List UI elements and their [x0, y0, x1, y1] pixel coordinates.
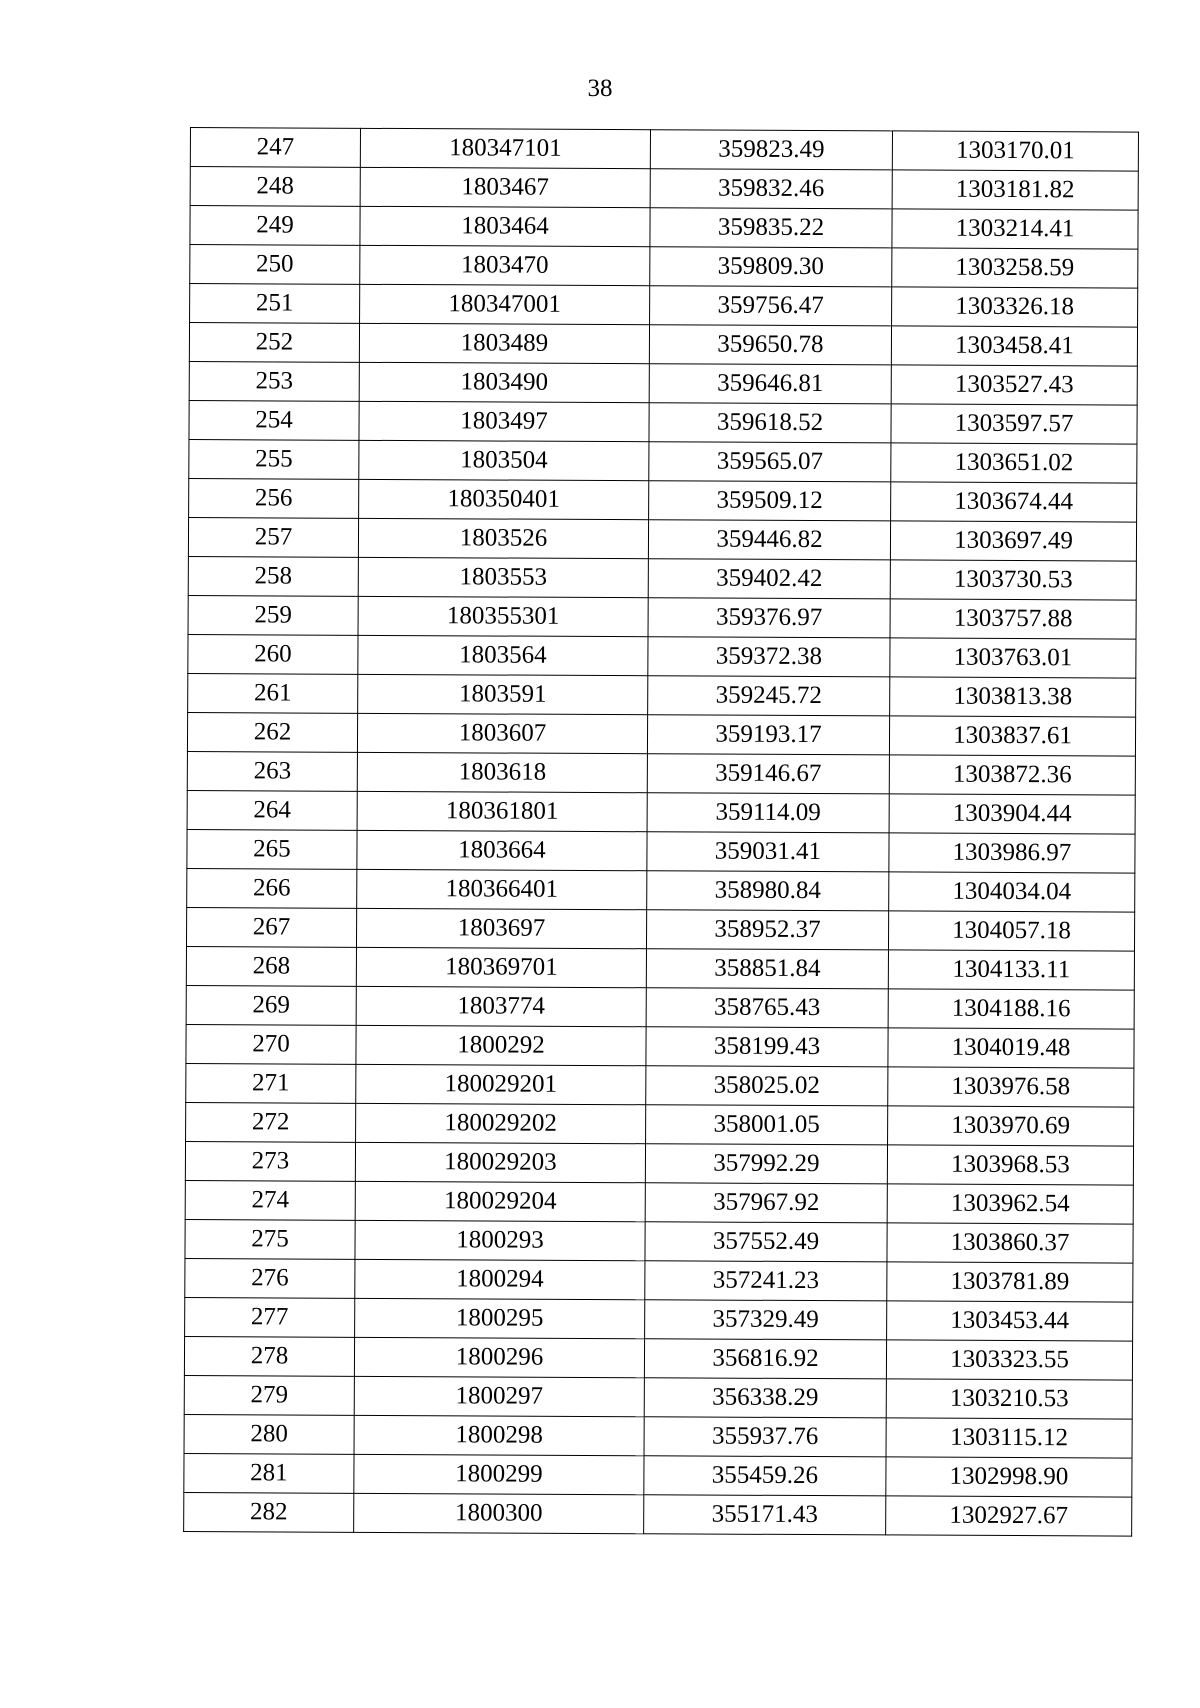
row-number-cell: 279: [184, 1375, 354, 1415]
point-id-cell: 1803490: [359, 362, 649, 402]
point-id-cell: 180366401: [357, 869, 647, 909]
y-coordinate-cell: 1303453.44: [887, 1301, 1133, 1341]
y-coordinate-cell: 1303458.41: [891, 326, 1137, 366]
y-coordinate-cell: 1303651.02: [891, 443, 1137, 483]
table-row: [189, 323, 1137, 367]
row-number-cell: 255: [189, 439, 359, 479]
y-coordinate-cell: 1303258.59: [892, 248, 1138, 288]
row-number-cell: 249: [190, 206, 360, 246]
x-coordinate-cell: 359372.38: [648, 637, 890, 677]
point-id-cell: 180347101: [360, 128, 650, 168]
x-coordinate-cell: 359193.17: [647, 715, 889, 755]
x-coordinate-cell: 359245.72: [648, 676, 890, 716]
row-number-cell: 258: [188, 556, 358, 596]
x-coordinate-cell: 355937.76: [644, 1417, 886, 1457]
row-number-cell: 257: [188, 517, 358, 557]
coordinates-table-body: [184, 128, 1139, 1537]
row-number-cell: 253: [189, 361, 359, 401]
row-number-cell: 269: [186, 985, 356, 1025]
y-coordinate-cell: 1303976.58: [888, 1067, 1134, 1107]
row-number-cell: 276: [185, 1258, 355, 1298]
table-row: [184, 1453, 1132, 1497]
table-row: [186, 1063, 1134, 1107]
table-row: [190, 284, 1138, 328]
x-coordinate-cell: 359618.52: [649, 403, 891, 443]
point-id-cell: 1803697: [356, 908, 646, 948]
y-coordinate-cell: 1303904.44: [889, 794, 1135, 834]
table-row: [187, 751, 1135, 795]
y-coordinate-cell: 1304034.04: [889, 872, 1135, 912]
y-coordinate-cell: 1303837.61: [889, 716, 1135, 756]
x-coordinate-cell: 358765.43: [646, 988, 888, 1028]
row-number-cell: 277: [185, 1297, 355, 1337]
point-id-cell: 1800293: [355, 1220, 645, 1260]
x-coordinate-cell: 358199.43: [646, 1027, 888, 1067]
x-coordinate-cell: 357992.29: [645, 1144, 887, 1184]
table-row: [186, 907, 1134, 951]
x-coordinate-cell: 359809.30: [650, 247, 892, 287]
point-id-cell: 180347001: [360, 284, 650, 324]
table-row: [190, 128, 1138, 172]
table-row: [188, 517, 1136, 561]
y-coordinate-cell: 1302998.90: [886, 1457, 1132, 1497]
x-coordinate-cell: 357552.49: [645, 1222, 887, 1262]
point-id-cell: 1803591: [358, 674, 648, 714]
point-id-cell: 1803489: [359, 323, 649, 363]
x-coordinate-cell: 359565.07: [649, 442, 891, 482]
table-row: [186, 1102, 1134, 1146]
row-number-cell: 261: [188, 673, 358, 713]
x-coordinate-cell: 357967.92: [645, 1183, 887, 1223]
y-coordinate-cell: 1303323.55: [886, 1340, 1132, 1380]
table-row: [185, 1258, 1133, 1302]
row-number-cell: 273: [185, 1141, 355, 1181]
x-coordinate-cell: 359646.81: [649, 364, 891, 404]
y-coordinate-cell: 1303813.38: [890, 677, 1136, 717]
x-coordinate-cell: 359114.09: [647, 793, 889, 833]
table-row: [185, 1180, 1133, 1224]
table-row: [187, 868, 1135, 912]
row-number-cell: 280: [184, 1414, 354, 1454]
y-coordinate-cell: 1303763.01: [890, 638, 1136, 678]
y-coordinate-cell: 1303968.53: [887, 1145, 1133, 1185]
table-row: [189, 361, 1137, 405]
point-id-cell: 1803470: [360, 245, 650, 285]
point-id-cell: 1803774: [356, 986, 646, 1026]
x-coordinate-cell: 358851.84: [646, 949, 888, 989]
y-coordinate-cell: 1303674.44: [891, 482, 1137, 522]
row-number-cell: 263: [187, 751, 357, 791]
point-id-cell: 1803618: [357, 752, 647, 792]
row-number-cell: 247: [190, 128, 360, 168]
x-coordinate-cell: 359756.47: [650, 286, 892, 326]
point-id-cell: 1800298: [354, 1415, 644, 1455]
y-coordinate-cell: 1303170.01: [892, 131, 1138, 171]
point-id-cell: 1800295: [355, 1298, 645, 1338]
x-coordinate-cell: 359402.42: [648, 559, 890, 599]
x-coordinate-cell: 359823.49: [650, 130, 892, 170]
table-row: [186, 1024, 1134, 1068]
row-number-cell: 274: [185, 1180, 355, 1220]
y-coordinate-cell: 1304188.16: [888, 989, 1134, 1029]
table-row: [190, 167, 1138, 211]
row-number-cell: 256: [189, 478, 359, 518]
row-number-cell: 262: [187, 712, 357, 752]
table-row: [188, 673, 1136, 717]
x-coordinate-cell: 357329.49: [645, 1300, 887, 1340]
y-coordinate-cell: 1303597.57: [891, 404, 1137, 444]
y-coordinate-cell: 1303986.97: [889, 833, 1135, 873]
x-coordinate-cell: 355459.26: [644, 1456, 886, 1496]
y-coordinate-cell: 1303697.49: [890, 521, 1136, 561]
table-row: [189, 478, 1137, 522]
row-number-cell: 271: [186, 1063, 356, 1103]
point-id-cell: 1803607: [357, 713, 647, 753]
table-row: [190, 206, 1138, 250]
point-id-cell: 1803497: [359, 401, 649, 441]
x-coordinate-cell: 359446.82: [648, 520, 890, 560]
row-number-cell: 252: [189, 323, 359, 363]
point-id-cell: 180029204: [355, 1181, 645, 1221]
point-id-cell: 1800294: [355, 1259, 645, 1299]
point-id-cell: 180350401: [359, 479, 649, 519]
point-id-cell: 1800300: [354, 1493, 644, 1533]
y-coordinate-cell: 1303872.36: [889, 755, 1135, 795]
x-coordinate-cell: 359832.46: [650, 169, 892, 209]
y-coordinate-cell: 1303781.89: [887, 1262, 1133, 1302]
y-coordinate-cell: 1303181.82: [892, 170, 1138, 210]
table-row: [187, 829, 1135, 873]
table-row: [185, 1141, 1133, 1185]
point-id-cell: 180029201: [356, 1064, 646, 1104]
row-number-cell: 259: [188, 595, 358, 635]
point-id-cell: 1803553: [358, 557, 648, 597]
row-number-cell: 248: [190, 167, 360, 207]
x-coordinate-cell: 358980.84: [647, 871, 889, 911]
point-id-cell: 1800296: [354, 1337, 644, 1377]
point-id-cell: 1803504: [359, 440, 649, 480]
y-coordinate-cell: 1303730.53: [890, 560, 1136, 600]
row-number-cell: 251: [190, 284, 360, 324]
table-row: [185, 1219, 1133, 1263]
x-coordinate-cell: 359376.97: [648, 598, 890, 638]
table-row: [187, 790, 1135, 834]
x-coordinate-cell: 358952.37: [646, 910, 888, 950]
row-number-cell: 254: [189, 400, 359, 440]
row-number-cell: 272: [186, 1102, 356, 1142]
y-coordinate-cell: 1303326.18: [892, 287, 1138, 327]
y-coordinate-cell: 1303527.43: [891, 365, 1137, 405]
row-number-cell: 265: [187, 829, 357, 869]
y-coordinate-cell: 1302927.67: [886, 1496, 1132, 1536]
table-row: [184, 1336, 1132, 1380]
point-id-cell: 1803564: [358, 635, 648, 675]
x-coordinate-cell: 359509.12: [649, 481, 891, 521]
point-id-cell: 1800292: [356, 1025, 646, 1065]
x-coordinate-cell: 358025.02: [646, 1066, 888, 1106]
point-id-cell: 1800299: [354, 1454, 644, 1494]
row-number-cell: 275: [185, 1219, 355, 1259]
point-id-cell: 180029203: [355, 1142, 645, 1182]
table-row: [184, 1492, 1132, 1536]
row-number-cell: 268: [186, 946, 356, 986]
point-id-cell: 180369701: [356, 947, 646, 987]
y-coordinate-cell: 1303115.12: [886, 1418, 1132, 1458]
point-id-cell: 180355301: [358, 596, 648, 636]
point-id-cell: 1800297: [354, 1376, 644, 1416]
y-coordinate-cell: 1304057.18: [888, 911, 1134, 951]
row-number-cell: 282: [184, 1492, 354, 1532]
row-number-cell: 278: [184, 1336, 354, 1376]
row-number-cell: 270: [186, 1024, 356, 1064]
page-number: 38: [587, 75, 613, 102]
x-coordinate-cell: 355171.43: [644, 1495, 886, 1535]
row-number-cell: 281: [184, 1453, 354, 1493]
table-row: [188, 556, 1136, 600]
x-coordinate-cell: 356338.29: [644, 1378, 886, 1418]
table-row: [190, 245, 1138, 289]
point-id-cell: 180361801: [357, 791, 647, 831]
table-row: [189, 400, 1137, 444]
point-id-cell: 1803464: [360, 206, 650, 246]
row-number-cell: 250: [190, 245, 360, 285]
y-coordinate-cell: 1304019.48: [888, 1028, 1134, 1068]
x-coordinate-cell: 356816.92: [644, 1339, 886, 1379]
x-coordinate-cell: 359650.78: [649, 325, 891, 365]
table-row: [187, 712, 1135, 756]
table-row: [186, 985, 1134, 1029]
table-row: [184, 1414, 1132, 1458]
x-coordinate-cell: 359146.67: [647, 754, 889, 794]
y-coordinate-cell: 1303970.69: [888, 1106, 1134, 1146]
y-coordinate-cell: 1303962.54: [887, 1184, 1133, 1224]
y-coordinate-cell: 1303210.53: [886, 1379, 1132, 1419]
x-coordinate-cell: 358001.05: [646, 1105, 888, 1145]
table-row: [186, 946, 1134, 990]
row-number-cell: 266: [187, 868, 357, 908]
row-number-cell: 264: [187, 790, 357, 830]
y-coordinate-cell: 1303860.37: [887, 1223, 1133, 1263]
x-coordinate-cell: 359835.22: [650, 208, 892, 248]
point-id-cell: 180029202: [356, 1103, 646, 1143]
row-number-cell: 260: [188, 634, 358, 674]
point-id-cell: 1803664: [357, 830, 647, 870]
table-row: [188, 634, 1136, 678]
table-row: [185, 1297, 1133, 1341]
point-id-cell: 1803526: [358, 518, 648, 558]
table-row: [189, 439, 1137, 483]
row-number-cell: 267: [186, 907, 356, 947]
coordinates-table: [183, 127, 1139, 1537]
y-coordinate-cell: 1303757.88: [890, 599, 1136, 639]
point-id-cell: 1803467: [360, 167, 650, 207]
table-row: [188, 595, 1136, 639]
y-coordinate-cell: 1303214.41: [892, 209, 1138, 249]
table-row: [184, 1375, 1132, 1419]
x-coordinate-cell: 359031.41: [647, 832, 889, 872]
y-coordinate-cell: 1304133.11: [888, 950, 1134, 990]
x-coordinate-cell: 357241.23: [645, 1261, 887, 1301]
